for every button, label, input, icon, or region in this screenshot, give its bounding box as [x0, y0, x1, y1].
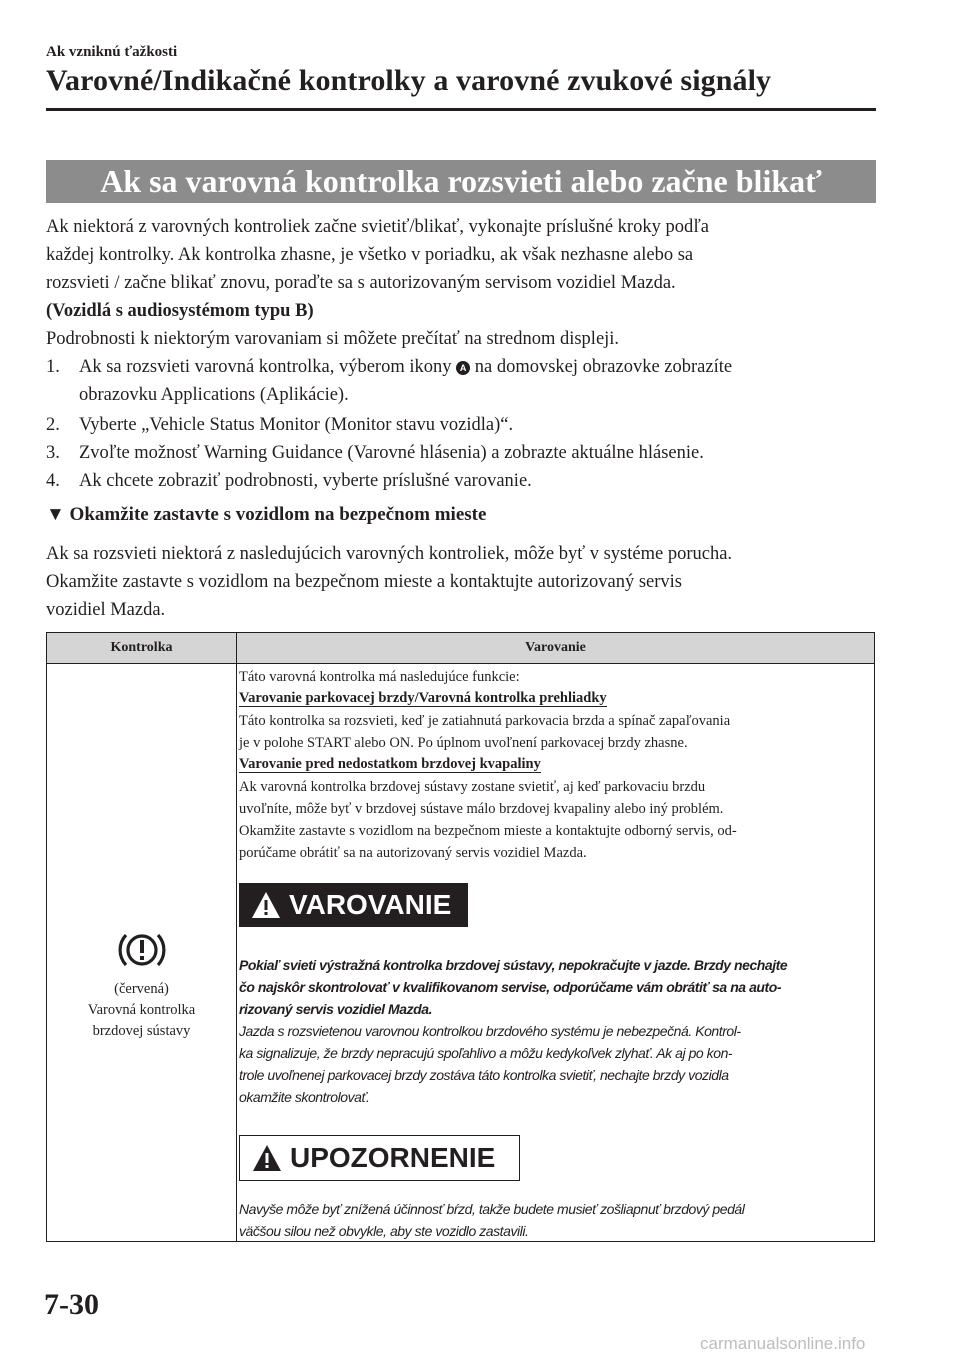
step-text: Zvoľte možnosť Warning Guidance (Varovné hlásenia) a zobrazte aktuálne hlásenie. — [79, 443, 704, 463]
step-text: Ak sa rozsvieti varovná kontrolka, výberom ikony — [79, 357, 452, 377]
caution-triangle-icon — [252, 1143, 282, 1173]
intro-line: Ak niektorá z varovných kontroliek začne svietiť/blikať, vykonajte príslušné kroky podľa — [46, 217, 709, 237]
section-kicker: Ak vzniknú ťažkosti — [46, 44, 178, 60]
warning-badge — [239, 883, 468, 927]
step-text: obrazovku Applications (Aplikácie). — [79, 385, 349, 405]
page-number: 7-30 — [44, 1288, 99, 1321]
step-text: Vyberte „Vehicle Status Monitor (Monitor stavu vozidla)“. — [79, 415, 514, 435]
subsection-line: vozidiel Mazda. — [46, 600, 166, 620]
lamp-caption-line: brzdovej sústavy — [92, 1023, 191, 1039]
step-number: 1. — [46, 357, 60, 377]
warning-text-line: Jazda s rozsvietenou varovnou kontrolkou brzdového systému je nebezpečná. Kontrol- — [239, 1023, 741, 1039]
section-banner: Ak sa varovná kontrolka rozsvieti alebo začne blikať — [46, 160, 876, 203]
intro-paragraph — [46, 213, 881, 297]
warning-bold-line: Pokiaľ svieti výstražná kontrolka brzdovej sústavy, nepokračujte v jazde. Brzdy nechajte — [239, 957, 788, 973]
step-text: na domovskej obrazovke zobrazíte — [474, 357, 733, 377]
caution-badge — [239, 1135, 520, 1181]
step-number: 2. — [46, 415, 60, 435]
title-rule — [46, 108, 876, 111]
subsection-line: Okamžite zastavte s vozidlom na bezpečnom mieste a kontaktujte autorizovaný servis — [46, 572, 682, 592]
warning-label: VAROVANIE — [289, 889, 452, 921]
details-paragraph: Podrobnosti k niektorým varovaniam si môžete prečítať na strednom displeji. — [46, 329, 620, 349]
warning-text-line: ka signalizuje, že brzdy nepracujú spoľahlivo a môžu kedykoľvek zlyhať. Ak aj po kon- — [239, 1045, 733, 1061]
step-text: Ak chcete zobraziť podrobnosti, vyberte príslušné varovanie. — [79, 471, 532, 491]
desc-line: Okamžite zastavte s vozidlom na bezpečnom mieste a kontaktujte odborný servis, od- — [239, 823, 737, 839]
desc-line: uvoľníte, môže byť v brzdovej sústave málo brzdovej kvapaliny alebo iný problém. — [239, 801, 724, 817]
warning-bold-line: rizovaný servis vozidiel Mazda. — [239, 1001, 433, 1017]
warning-text-line: okamžite skontrolovať. — [239, 1089, 370, 1105]
step-number: 3. — [46, 443, 60, 463]
intro-line: každej kontrolky. Ak kontrolka zhasne, je všetko v poriadku, ak však nezhasne alebo sa — [46, 245, 694, 265]
subsection-line: Ak sa rozsvieti niektorá z nasledujúcich varovných kontroliek, môže byť v systéme porucha. — [46, 544, 733, 564]
lamp-caption — [47, 979, 236, 1042]
lamp-caption-line: Varovná kontrolka — [87, 1002, 196, 1018]
warning-table — [46, 632, 875, 1242]
warning-bold-line: čo najskôr skontrolovať v kvalifikovanom servise, odporúčame vám obrátiť sa na auto- — [239, 979, 782, 995]
applications-icon: A — [456, 361, 470, 375]
lamp-cell — [47, 663, 236, 1241]
function-heading: Varovanie parkovacej brzdy/Varovná kontrolka prehliadky — [239, 690, 607, 706]
audio-system-label: (Vozidlá s audiosystémom typu B) — [46, 301, 314, 321]
function-heading: Varovanie pred nedostatkom brzdovej kvapaliny — [239, 756, 541, 772]
desc-line: porúčame obrátiť sa na autorizovaný servis vozidiel Mazda. — [239, 845, 587, 861]
desc-line: Ak varovná kontrolka brzdovej sústavy zostane svietiť, aj keď parkovaciu brzdu — [239, 779, 706, 795]
caution-label: UPOZORNENIE — [290, 1142, 496, 1174]
caution-text-line: Navyše môže byť znížená účinnosť bŕzd, takže budete musieť zošliapnuť brzdový pedál — [239, 1201, 745, 1217]
lamp-caption-line: (červená) — [114, 981, 169, 997]
column-header-lamp: Kontrolka — [110, 640, 173, 655]
desc-intro: Táto varovná kontrolka má nasledujúce funkcie: — [239, 669, 520, 685]
desc-line: je v polohe START alebo ON. Po úplnom uvoľnení parkovacej brzdy zhasne. — [239, 735, 688, 751]
subsection-heading: ▼ Okamžite zastavte s vozidlom na bezpečnom mieste — [46, 504, 487, 525]
brake-warning-icon — [116, 928, 168, 972]
table-header — [47, 633, 874, 664]
caution-text-line: väčšou silou než obvykle, aby ste vozidlo zastavili. — [239, 1223, 529, 1239]
warning-text-line: trole uvoľnenej parkovacej brzdy zostáva táto kontrolka svietiť, nechajte brzdy vozidla — [239, 1067, 729, 1083]
watermark: carmanualsonline.info — [700, 1334, 866, 1353]
chapter-title: Varovné/Indikačné kontrolky a varovné zvukové signály — [46, 64, 772, 97]
intro-line: rozsvieti / začne blikať znovu, poraďte sa s autorizovaným servisom vozidiel Mazda. — [46, 273, 676, 293]
warning-triangle-icon — [251, 890, 281, 920]
step-number: 4. — [46, 471, 60, 491]
column-divider — [236, 633, 237, 1241]
subsection-paragraph — [46, 540, 881, 624]
column-header-warning: Varovanie — [525, 640, 586, 655]
desc-line: Táto kontrolka sa rozsvieti, keď je zatiahnutá parkovacia brzda a spínač zapaľovania — [239, 713, 731, 729]
